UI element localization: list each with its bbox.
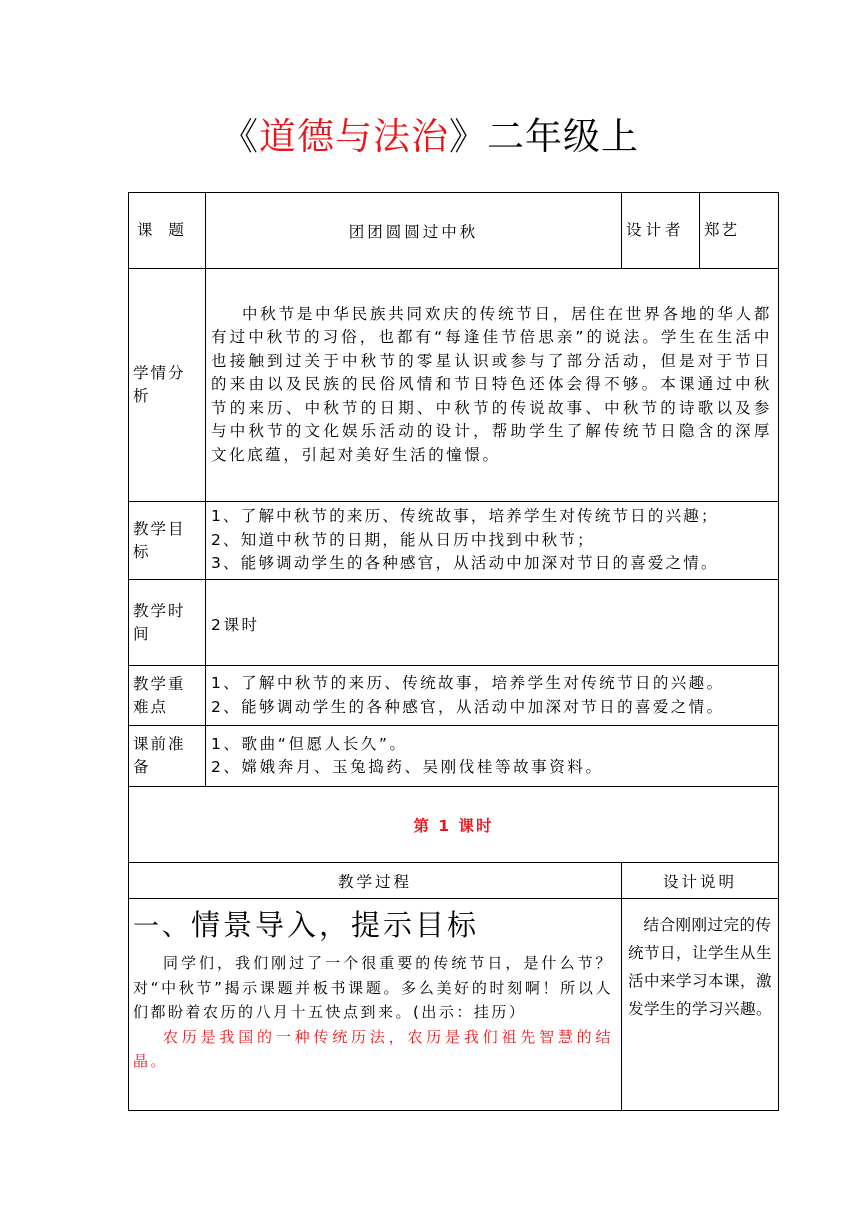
goal-item: 2、知道中秋节的日期，能从日历中找到中秋节； (211, 530, 595, 549)
analysis-text: 中秋节是中华民族共同欢庆的传统节日，居住在世界各地的华人都有过中秋节的习俗，也都有“每逢佳节倍思亲”的说法。学生在生活中也接触到过关于中秋节的零星认识或参与了部分活动，但是对于节日的来由以及民族的民俗风情和节日特色还体会得不够。本课通过中秋节的来历、中秋节的日期、中秋节的传说故事、中秋节的诗歌以及参与中秋节的文化娱乐活动的设计，帮助学生了解传统节日隐含的深厚文化底蕴，引起对美好生活的憧憬。 (211, 304, 772, 464)
goals-cell (206, 502, 779, 580)
prep-cell (206, 726, 779, 787)
keypoints-row (129, 666, 779, 726)
prep-item: 2、嫦娥奔月、玉兔捣药、吴刚伐桂等故事资料。 (211, 758, 604, 776)
lesson-plan-table (128, 192, 779, 1111)
keypoints-cell (206, 666, 779, 726)
section-heading (133, 905, 613, 947)
prep-item: 1、歌曲“但愿人长久”。 (211, 734, 408, 753)
keypoint-item: 2、能够调动学生的各种感官，从活动中加深对节日的喜爱之情。 (211, 697, 725, 716)
section-title: 情景导入，提示目标 (191, 908, 480, 942)
goals-label: 教学目标 (129, 502, 206, 580)
goal-item: 1、了解中秋节的来历、传统故事，培养学生对传统节日的兴趣； (211, 507, 719, 526)
time-value: 2课时 (206, 580, 779, 666)
process-header-row (129, 863, 779, 899)
session-title: 第 1 课时 (129, 787, 779, 863)
topic-label: 课 题 (129, 193, 206, 269)
note-header: 设计说明 (622, 863, 779, 899)
designer-name: 郑艺 (700, 193, 779, 269)
session-row (129, 787, 779, 863)
process-paragraph-highlight: 农历是我国的一种传统历法，农历是我们祖先智慧的结晶。 (133, 1027, 613, 1070)
process-row (129, 899, 779, 1111)
title-bracket: 《 (221, 115, 259, 158)
goal-item: 3、能够调动学生的各种感官，从活动中加深对节日的喜爱之情。 (211, 554, 719, 573)
prep-label: 课前准备 (129, 726, 206, 787)
analysis-label: 学情分析 (129, 269, 206, 502)
course-title: 团团圆圆过中秋 (206, 193, 622, 269)
section-number: 一、 (133, 912, 192, 942)
process-header: 教学过程 (129, 863, 622, 899)
keypoint-item: 1、了解中秋节的来历、传统故事，培养学生对传统节日的兴趣。 (211, 674, 725, 692)
goals-row (129, 502, 779, 580)
topic-row (129, 193, 779, 269)
designer-label: 设计者 (622, 193, 700, 269)
title-grade: 》二年级上 (449, 115, 639, 158)
time-label: 教学时间 (129, 580, 206, 666)
prep-row (129, 726, 779, 787)
page-title (0, 112, 860, 162)
title-subject: 道德与法治 (259, 115, 449, 158)
time-row (129, 580, 779, 666)
analysis-cell (206, 269, 779, 502)
design-note: 结合刚刚过完的传统节日，让学生从生活中来学习本课，激发学生的学习兴趣。 (622, 899, 779, 1111)
process-cell (129, 899, 622, 1111)
keypoints-label: 教学重难点 (129, 666, 206, 726)
process-paragraph: 同学们，我们刚过了一个很重要的传统节日，是什么节？对“中秋节”揭示课题并板书课题。多么美好的时刻啊！所以人们都盼着农历的八月十五快点到来。(出示：挂历） (133, 954, 613, 1021)
analysis-row (129, 269, 779, 502)
